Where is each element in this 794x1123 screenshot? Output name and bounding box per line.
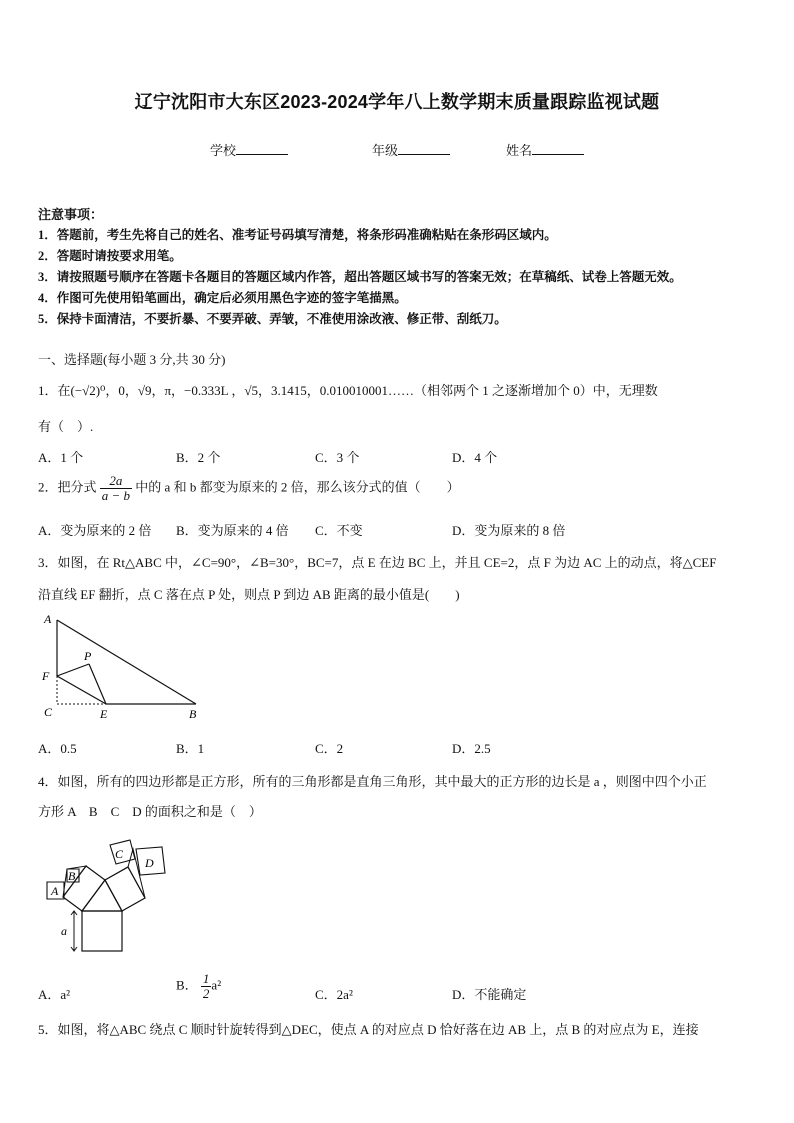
- q4-label-d: D: [145, 856, 154, 870]
- q4-option-c[interactable]: C．2a²: [315, 987, 353, 1002]
- note-item: 3．请按照题号顺序在答题卡各题目的答题区域内作答，超出答题区域书写的答案无效；在草稿纸、试卷上答题无效。: [38, 270, 682, 284]
- q3-label-b: B: [189, 707, 197, 721]
- q3-label-p: P: [84, 649, 92, 663]
- school-blank[interactable]: [236, 142, 288, 155]
- q4-option-a[interactable]: A．a²: [38, 987, 71, 1002]
- grade-blank[interactable]: [398, 142, 450, 155]
- q1-option-d[interactable]: D．4 个: [452, 450, 498, 465]
- q4-stem-line1: 4．如图，所有的四边形都是正方形，所有的三角形都是直角三角形，其中最大的正方形的边长是 a ，则图中四个小正: [38, 774, 707, 789]
- q4-label-side: a: [61, 924, 67, 938]
- q2-stem: [38, 474, 460, 503]
- q4-label-b: B: [68, 869, 76, 883]
- q4-option-b-numerator: 1: [202, 971, 210, 986]
- q3-triangle-figure: [36, 610, 211, 725]
- school-label: 学校: [210, 143, 237, 158]
- q1-option-a[interactable]: A．1 个: [38, 450, 84, 465]
- q4-label-a: A: [51, 884, 59, 898]
- q3-edge-fe: [57, 676, 106, 704]
- q3-option-d[interactable]: D．2.5: [452, 741, 491, 756]
- q3-option-b[interactable]: B．1: [176, 741, 205, 756]
- q2-fraction: [100, 474, 132, 503]
- q4-stem-line2: 方形 A B C D 的面积之和是（ ）: [38, 804, 262, 819]
- q4-option-b-denominator: 2: [202, 986, 210, 1001]
- q3-label-f: F: [42, 669, 50, 683]
- q4-option-b-prefix: B．: [176, 977, 198, 993]
- q3-option-a[interactable]: A．0.5: [38, 741, 77, 756]
- q4-option-d[interactable]: D．不能确定: [452, 987, 527, 1002]
- name-label: 姓名: [506, 143, 533, 158]
- q2-option-c[interactable]: C．不变: [315, 523, 363, 538]
- grade-label: 年级: [372, 143, 399, 158]
- q2-stem-pre: 2．把分式: [38, 479, 97, 495]
- note-item: 5．保持卡面清洁，不要折暴、不要弄破、弄皱，不准使用涂改液、修正带、刮纸刀。: [38, 312, 507, 326]
- q1-stem-line2: 有（ ）.: [38, 419, 94, 434]
- school-field[interactable]: [210, 140, 288, 159]
- notes-heading: 注意事项：: [38, 207, 104, 222]
- name-blank[interactable]: [532, 142, 584, 155]
- q3-option-c[interactable]: C．2: [315, 741, 344, 756]
- q2-option-d[interactable]: D．变为原来的 8 倍: [452, 523, 566, 538]
- note-item: 2．答题时请按要求用笔。: [38, 249, 182, 263]
- q4-right-triangle: [128, 849, 145, 898]
- q4-big-square: [82, 911, 122, 951]
- q2-fraction-denominator: a − b: [101, 488, 131, 503]
- q4-option-b-tail: a²: [211, 977, 222, 993]
- q4-option-b-fraction: [201, 972, 212, 1001]
- q4-option-b[interactable]: [176, 972, 221, 1001]
- note-item: 4．作图可先使用铅笔画出，确定后必须用黑色字迹的签字笔描黑。: [38, 291, 407, 305]
- q3-label-a: A: [44, 612, 52, 626]
- page-title: 辽宁沈阳市大东区2023-2024学年八上数学期末质量跟踪监视试题: [134, 92, 660, 112]
- note-item: 1．答题前，考生先将自己的姓名、准考证号码填写清楚，将条形码准确粘贴在条形码区域内。: [38, 228, 557, 242]
- q1-option-c[interactable]: C．3 个: [315, 450, 360, 465]
- q2-fraction-numerator: 2a: [100, 474, 132, 489]
- name-field[interactable]: [506, 140, 584, 159]
- q3-label-c: C: [44, 705, 53, 719]
- q2-option-a[interactable]: A．变为原来的 2 倍: [38, 523, 152, 538]
- q3-stem-line2: 沿直线 EF 翻折，点 C 落在点 P 处，则点 P 到边 AB 距离的最小值是( ): [38, 587, 460, 602]
- grade-field[interactable]: [372, 140, 450, 159]
- q3-edge-ab: [57, 620, 196, 704]
- q2-stem-post: 中的 a 和 b 都变为原来的 2 倍，那么该分式的值（ ）: [135, 479, 460, 495]
- q3-edge-fp: [57, 664, 89, 676]
- q2-option-b[interactable]: B．变为原来的 4 倍: [176, 523, 289, 538]
- q5-stem-line1: 5．如图，将△ABC 绕点 C 顺时针旋转得到△DEC，使点 A 的对应点 D 恰好落在边 AB 上，点 B 的对应点为 E，连接: [38, 1022, 699, 1037]
- q4-squares-figure: [40, 835, 180, 955]
- q3-stem-line1: 3．如图，在 Rt△ABC 中，∠C=90°，∠B=30°，BC=7，点 E 在边 BC 上，并且 CE=2，点 F 为边 AC 上的动点，将△CEF: [38, 555, 717, 570]
- section-heading: 一、选择题(每小题 3 分,共 30 分): [38, 352, 226, 367]
- q3-edge-pe: [89, 664, 106, 704]
- q1-option-b[interactable]: B．2 个: [176, 450, 221, 465]
- q4-label-c: C: [115, 847, 124, 861]
- q3-label-e: E: [100, 707, 108, 721]
- q1-stem-line1: 1．在(−√2)⁰，0，√9，π，−0.333L ，√5，3.1415，0.010010001……（相邻两个 1 之逐渐增加个 0）中，无理数: [38, 383, 658, 398]
